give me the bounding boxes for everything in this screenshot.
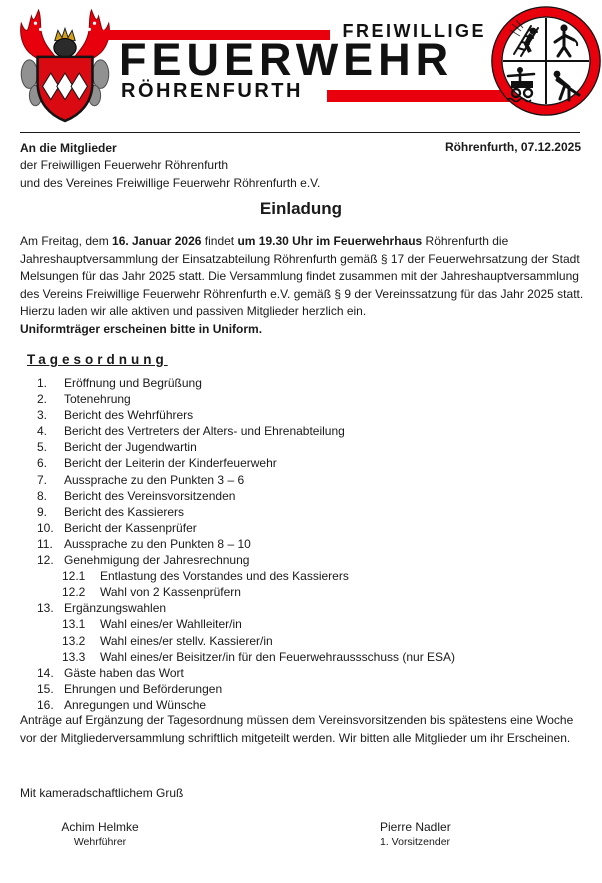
agenda-item-number: 7. [37, 472, 48, 487]
agenda-item-number: 1. [37, 376, 48, 390]
agenda-item [0, 423, 602, 439]
document-title: Einladung [259, 199, 343, 218]
agenda-item-number: 6. [37, 456, 48, 471]
agenda-item-text: Ergänzungswahlen [64, 601, 167, 616]
intro-paragraph [20, 233, 586, 338]
intro-segment: Röhrenfurth die Jahreshauptversammlung der Einsatzabteilung Röhrenfurth gemäß § 17 der Feuerwehrsatzung der Stadt Melsungen für das Jahr 2025 statt. Die Versammlung findet zusammen mit der Jahreshauptversammlung des Vereins Freiwillige Feuerwehr Röhrenfurth e.V. gemäß § 9 der Vereinssatzung für das Jahr 2025 statt. Hierzu laden wir alle aktiven und passiven Mitglieder herzlich ein. [20, 234, 584, 318]
agenda-item-number: 12.2 [62, 585, 86, 600]
agenda-item-number: 13.2 [62, 633, 86, 648]
signature-name: Achim Helmke [61, 820, 139, 834]
agenda-item-text: Entlastung des Vorstandes und des Kassierers [100, 569, 349, 584]
agenda-item-text: Bericht der Kassenprüfer [64, 520, 197, 535]
recipient-block [20, 140, 320, 192]
agenda-item [0, 488, 602, 504]
agenda-item-number: 13.3 [62, 649, 86, 664]
agenda-item-text: Genehmigung der Jahresrechnung [64, 553, 250, 568]
agenda-item [0, 375, 602, 391]
agenda-item-text: Ehrungen und Beförderungen [64, 681, 223, 696]
agenda-item-text: Wahl eines/er Beisitzer/in für den Feuerwehraussschuss (nur ESA) [100, 649, 456, 664]
agenda-item [0, 536, 602, 552]
agenda-item-text: Aussprache zu den Punkten 3 – 6 [64, 472, 245, 487]
agenda-item [0, 520, 602, 536]
agenda-item [0, 633, 602, 649]
agenda-item-text: Bericht des Vereinsvorsitzenden [64, 488, 236, 503]
amendment-notice: Anträge auf Ergänzung der Tagesordnung müssen dem Vereinsvorsitzenden bis spätestens eine Woche vor der Mitgliederversammlung schriftlich mitgeteilt werden. Wir bitten alle Mitglieder um ihr Erscheinen. [20, 713, 574, 745]
agenda-item [0, 504, 602, 520]
intro-segment: Am Freitag, dem [20, 234, 113, 248]
letterhead-line-feuerwehr: FEUERWEHR [119, 34, 454, 85]
agenda-item-number: 2. [37, 392, 48, 407]
agenda-item-number: 5. [37, 440, 48, 455]
signature-block-wehrfuehrer [40, 820, 160, 850]
agenda-item-number: 11. [37, 536, 53, 551]
agenda-list [0, 375, 602, 713]
feuerwehr-emblem-icon [490, 4, 602, 118]
agenda-item [0, 391, 602, 407]
agenda-item-number: 14. [37, 665, 54, 680]
recipient-line: und des Vereines Freiwillige Feuerwehr Röhrenfurth e.V. [20, 175, 321, 190]
signature-role: 1. Vorsitzender [380, 836, 451, 848]
agenda-item [0, 665, 602, 681]
agenda-item [0, 681, 602, 697]
agenda-item-number: 13. [37, 601, 54, 616]
letterhead-line-freiwillige: FREIWILLIGE [342, 21, 486, 41]
letterhead-line-roehrenfurth: RÖHRENFURTH [121, 80, 303, 102]
intro-segment: findet [201, 234, 238, 248]
recipient-line: der Freiwilligen Feuerwehr Röhrenfurth [20, 158, 229, 173]
agenda-item-text: Aussprache zu den Punkten 8 – 10 [64, 536, 251, 551]
place-date: Röhrenfurth, 07.12.2025 [444, 140, 581, 154]
agenda-item-number: 16. [37, 697, 54, 712]
agenda-item-number: 15. [37, 681, 54, 696]
agenda-item-number: 8. [37, 488, 48, 503]
agenda-item-number: 12. [37, 553, 54, 568]
agenda-item [0, 616, 602, 632]
agenda-item [0, 552, 602, 568]
agenda-item-number: 12.1 [62, 569, 86, 584]
agenda-item-text: Bericht der Jugendwartin [64, 440, 197, 455]
signature-name: Pierre Nadler [380, 820, 451, 834]
agenda-item-text: Bericht der Leiterin der Kinderfeuerwehr [64, 456, 277, 471]
agenda-item [0, 600, 602, 616]
agenda-item [0, 649, 602, 665]
uniform-note: Uniformträger erscheinen bitte in Uniform. [20, 321, 263, 336]
agenda-item [0, 439, 602, 455]
agenda-item [0, 697, 602, 713]
signature-block-vorsitzender [380, 820, 540, 850]
intro-segment: um 19.30 Uhr im Feuerwehrhaus [237, 234, 423, 248]
agenda-item [0, 455, 602, 471]
header-divider [20, 132, 580, 133]
signature-role: Wehrführer [73, 836, 127, 848]
agenda-item [0, 472, 602, 488]
agenda-item-text: Eröffnung und Begrüßung [64, 376, 202, 390]
agenda-item [0, 584, 602, 600]
agenda-item-number: 3. [37, 408, 48, 423]
agenda-item-text: Wahl eines/er Wahlleiter/in [100, 617, 242, 632]
agenda-item-text: Anregungen und Wünsche [64, 697, 207, 712]
agenda-item-number: 13.1 [62, 617, 86, 632]
agenda-item [0, 568, 602, 584]
agenda-item-text: Bericht des Wehrführers [64, 408, 194, 423]
intro-text [20, 234, 583, 318]
coat-of-arms-icon [13, 7, 117, 123]
agenda-item-text: Totenehrung [64, 392, 131, 407]
agenda-item [0, 407, 602, 423]
agenda-heading: Tagesordnung [27, 352, 168, 367]
agenda-item-number: 9. [37, 504, 48, 519]
agenda-item-text: Wahl eines/er stellv. Kassierer/in [100, 633, 273, 648]
intro-segment: 16. Januar 2026 [112, 234, 202, 248]
agenda-item-text: Gäste haben das Wort [64, 665, 184, 680]
agenda-item-text: Bericht des Vertreters der Alters- und Ehrenabteilung [64, 424, 345, 439]
agenda-item-number: 10. [37, 520, 54, 535]
agenda-item-number: 4. [37, 424, 48, 439]
agenda-item-text: Wahl von 2 Kassenprüfern [100, 585, 241, 600]
agenda-item-text: Bericht des Kassierers [64, 504, 185, 519]
salutation: Mit kameradschaftlichem Gruß [20, 786, 184, 800]
recipient-line: An die Mitglieder [20, 141, 117, 155]
